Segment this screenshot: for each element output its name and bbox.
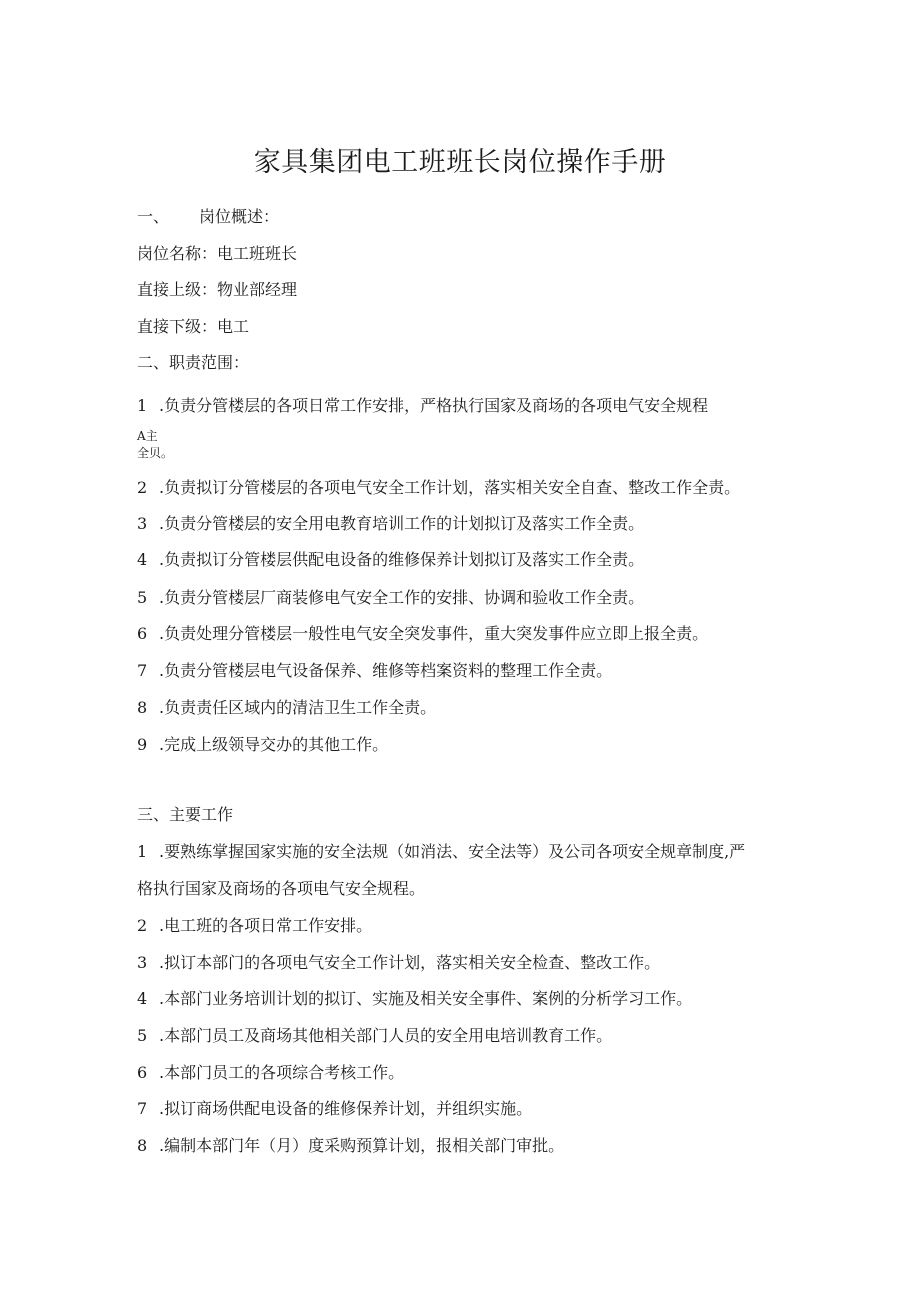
work-item <box>137 916 372 936</box>
item-text: .拟订本部门的各项电气安全工作计划，落实相关安全检查、整改工作。 <box>159 953 661 972</box>
responsibility-item <box>137 514 644 534</box>
item-number: 5 <box>137 588 148 607</box>
responsibility-item <box>137 478 740 498</box>
direct-subordinate: 直接下级：电工 <box>137 317 250 336</box>
item-number: 4 <box>137 550 148 569</box>
item-text: .负责拟订分管楼层的各项电气安全工作计划，落实相关安全自查、整改工作全责。 <box>159 478 741 497</box>
item-number: 8 <box>137 698 148 717</box>
item-text: .负责拟订分管楼层供配电设备的维修保养计划拟订及落实工作全责。 <box>159 550 645 569</box>
document-title: 家具集团电工班班长岗位操作手册 <box>253 147 667 178</box>
item-text: .拟订商场供配电设备的维修保养计划，并组织实施。 <box>159 1099 533 1118</box>
section2-heading: 二、职责范围： <box>137 353 250 372</box>
item-text: .本部门员工及商场其他相关部门人员的安全用电培训教育工作。 <box>159 1026 613 1045</box>
responsibility-item <box>137 550 644 570</box>
item-number: 1 <box>137 842 148 861</box>
item-text: .完成上级领导交办的其他工作。 <box>159 735 389 754</box>
item-number: 6 <box>137 624 148 643</box>
scan-artifact-note: A主 <box>137 429 158 443</box>
position-name: 岗位名称：电工班班长 <box>137 244 298 263</box>
item-text: .要熟练掌握国家实施的安全法规（如消法、安全法等）及公司各项安全规章制度,严 <box>159 842 746 861</box>
work-item <box>137 1099 532 1119</box>
responsibility-item <box>137 661 612 681</box>
item-number: 2 <box>137 916 148 935</box>
section3-heading: 三、主要工作 <box>137 805 234 824</box>
item-number: 5 <box>137 1026 148 1045</box>
item-text: .负责分管楼层电气设备保养、维修等档案资料的整理工作全责。 <box>159 661 613 680</box>
item-text: .负责处理分管楼层一般性电气安全突发事件，重大突发事件应立即上报全责。 <box>159 624 709 643</box>
responsibility-item <box>137 735 388 755</box>
item-number: 1 <box>137 396 148 415</box>
item-number: 4 <box>137 989 148 1008</box>
work-item <box>137 1136 564 1156</box>
item-number: 3 <box>137 953 148 972</box>
item-text: .负责分管楼层厂商装修电气安全工作的安排、协调和验收工作全责。 <box>159 588 645 607</box>
item-number: 7 <box>137 661 148 680</box>
work-item <box>137 953 660 973</box>
item-number: 2 <box>137 478 148 497</box>
item-number: 8 <box>137 1136 148 1155</box>
work-item <box>137 1026 612 1046</box>
responsibility-item <box>137 396 708 416</box>
section1-number: 一、 <box>137 207 170 226</box>
work-item <box>137 842 745 862</box>
responsibility-item <box>137 588 644 608</box>
item-text: .负责分管楼层的安全用电教育培训工作的计划拟订及落实工作全责。 <box>159 514 645 533</box>
item-number: 3 <box>137 514 148 533</box>
scan-artifact-note: 全贝。 <box>137 446 174 460</box>
responsibility-item <box>137 624 708 644</box>
responsibility-item <box>137 698 436 718</box>
item-text: .负责分管楼层的各项日常工作安排，严格执行国家及商场的各项电气安全规程 <box>159 396 709 415</box>
item-number: 7 <box>137 1099 148 1118</box>
work-item-continuation: 格执行国家及商场的各项电气安全规程。 <box>137 879 426 898</box>
item-text: .负责责任区域内的清洁卫生工作全责。 <box>159 698 437 717</box>
work-item <box>137 1063 404 1083</box>
item-text: .本部门员工的各项综合考核工作。 <box>159 1063 405 1082</box>
work-item <box>137 989 692 1009</box>
item-text: .编制本部门年（月）度采购预算计划，报相关部门审批。 <box>159 1136 565 1155</box>
section1-heading <box>137 207 279 227</box>
direct-superior: 直接上级：物业部经理 <box>137 280 298 299</box>
item-text: .本部门业务培训计划的拟订、实施及相关安全事件、案例的分析学习工作。 <box>159 989 693 1008</box>
item-text: .电工班的各项日常工作安排。 <box>159 916 373 935</box>
section1-heading-text: 岗位概述： <box>199 207 280 226</box>
item-number: 9 <box>137 735 148 754</box>
item-number: 6 <box>137 1063 148 1082</box>
